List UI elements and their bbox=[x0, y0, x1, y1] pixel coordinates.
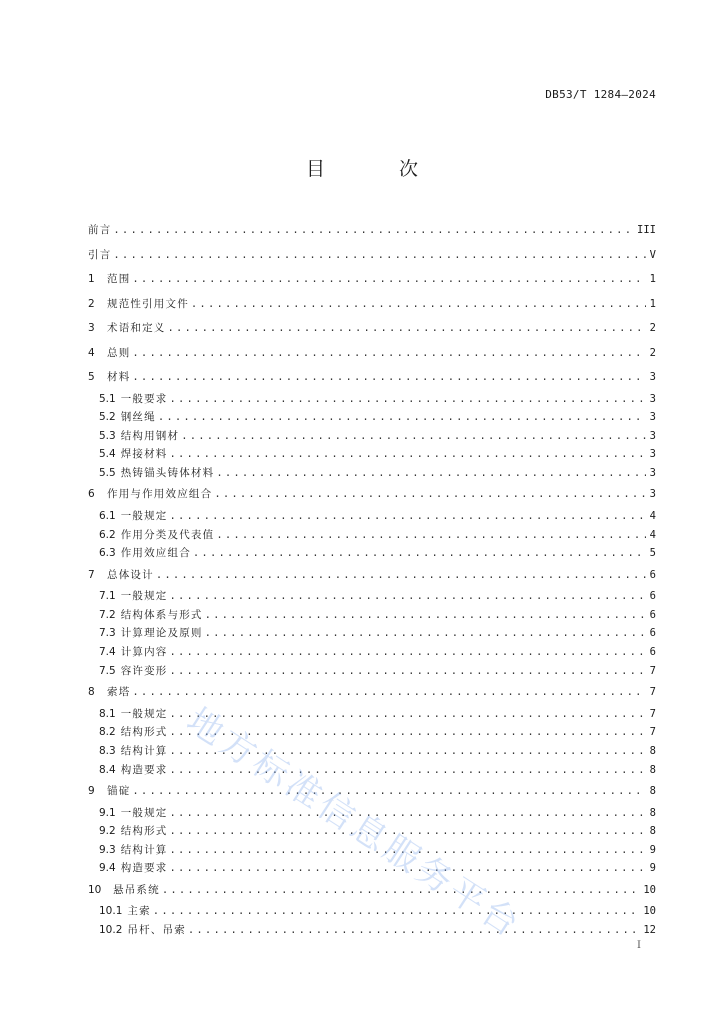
toc-entry-number: 6.2 bbox=[99, 528, 116, 541]
toc-entry-number: 5.5 bbox=[99, 466, 116, 479]
toc-entry-number: 6.3 bbox=[99, 547, 116, 560]
toc-entry-label: 结构体系与形式 bbox=[120, 608, 203, 621]
toc-entry-label: 一般要求 bbox=[120, 392, 168, 405]
toc-entry-page: 4 bbox=[649, 528, 656, 541]
toc-entry-page: III bbox=[637, 224, 656, 236]
toc-entry-label: 钢丝绳 bbox=[120, 411, 156, 424]
toc-entry-label: 前言 bbox=[88, 224, 112, 236]
toc-entry-label: 一般规定 bbox=[120, 509, 168, 522]
toc-entry[interactable] bbox=[88, 587, 656, 606]
toc-entry-number: 7.1 bbox=[99, 590, 116, 603]
toc-entry-number: 10 bbox=[88, 883, 102, 896]
toc-dot-leader bbox=[170, 643, 646, 662]
toc-entry-page: 6 bbox=[649, 646, 656, 659]
toc-entry-label: 索塔 bbox=[107, 686, 131, 699]
toc-entry-label: 计算内容 bbox=[120, 646, 168, 659]
toc-entry-label: 结构计算 bbox=[120, 744, 168, 757]
toc-entry[interactable] bbox=[88, 921, 656, 940]
toc-entry-number: 3 bbox=[88, 322, 95, 334]
toc-entry-page: 3 bbox=[649, 448, 656, 461]
toc-entry-label: 总则 bbox=[107, 346, 131, 359]
toc-entry[interactable] bbox=[88, 779, 656, 804]
toc-entry-label: 总体设计 bbox=[107, 568, 154, 581]
toc-entry-label: 结构形式 bbox=[120, 726, 168, 739]
toc-entry-label: 主索 bbox=[127, 905, 151, 918]
toc-entry-number: 7.5 bbox=[99, 664, 116, 677]
toc-dot-leader bbox=[170, 705, 646, 724]
toc-entry[interactable] bbox=[88, 292, 656, 317]
toc-entry-number: 10.1 bbox=[99, 905, 123, 918]
toc-entry-label: 构造要求 bbox=[120, 763, 168, 776]
toc-entry[interactable] bbox=[88, 243, 656, 268]
toc-entry-page: 8 bbox=[649, 763, 656, 776]
toc-entry-label: 作用分类及代表值 bbox=[120, 528, 215, 541]
toc-entry[interactable] bbox=[88, 705, 656, 724]
toc-entry[interactable] bbox=[88, 316, 656, 341]
toc-entry-page: 7 bbox=[649, 707, 656, 720]
toc-dot-leader bbox=[132, 680, 646, 705]
toc-entry-label: 一般规定 bbox=[120, 590, 168, 603]
toc-entry[interactable] bbox=[88, 643, 656, 662]
watermark: 地方标准信息服务平台 bbox=[179, 700, 529, 947]
table-of-contents bbox=[88, 218, 656, 940]
toc-entry-label: 结构计算 bbox=[120, 843, 168, 856]
toc-dot-leader bbox=[216, 464, 646, 483]
toc-entry[interactable] bbox=[88, 390, 656, 409]
toc-entry[interactable] bbox=[88, 680, 656, 705]
toc-entry-label: 锚碇 bbox=[107, 785, 131, 798]
toc-entry[interactable] bbox=[88, 408, 656, 427]
toc-entry-label: 热铸锚头铸体材料 bbox=[120, 466, 215, 479]
toc-entry-label: 容许变形 bbox=[120, 664, 168, 677]
toc-entry-number: 7.2 bbox=[99, 608, 116, 621]
toc-entry-page: 8 bbox=[649, 744, 656, 757]
toc-dot-leader bbox=[132, 267, 646, 292]
toc-entry-page: 1 bbox=[649, 273, 656, 285]
toc-dot-leader bbox=[205, 624, 646, 643]
toc-dot-leader bbox=[153, 902, 642, 921]
toc-entry-label: 一般规定 bbox=[120, 707, 168, 720]
toc-entry-number: 8.3 bbox=[99, 744, 116, 757]
toc-entry-page: 6 bbox=[649, 568, 656, 581]
toc-entry-page: 7 bbox=[649, 686, 656, 699]
toc-dot-leader bbox=[216, 526, 646, 545]
toc-entry[interactable] bbox=[88, 445, 656, 464]
toc-entry-label: 一般规定 bbox=[120, 806, 168, 819]
toc-entry-page: 4 bbox=[649, 509, 656, 522]
toc-dot-leader bbox=[156, 563, 646, 588]
toc-entry-page: 5 bbox=[649, 547, 656, 560]
toc-dot-leader bbox=[191, 292, 646, 317]
toc-dot-leader bbox=[132, 779, 646, 804]
toc-entry-label: 引言 bbox=[88, 248, 112, 261]
toc-entry-number: 6 bbox=[88, 488, 95, 501]
toc-entry-number: 1 bbox=[88, 273, 95, 285]
toc-entry-label: 构造要求 bbox=[120, 862, 168, 875]
toc-dot-leader bbox=[162, 878, 642, 903]
toc-entry-page: 8 bbox=[649, 825, 656, 838]
toc-entry-number: 8.1 bbox=[99, 707, 116, 720]
toc-dot-leader bbox=[170, 761, 646, 780]
toc-entry[interactable] bbox=[88, 341, 656, 366]
toc-entry[interactable] bbox=[88, 878, 656, 903]
toc-entry-number: 7 bbox=[88, 568, 95, 581]
toc-entry-page: 3 bbox=[649, 488, 656, 501]
toc-entry-number: 2 bbox=[88, 297, 95, 310]
toc-entry[interactable] bbox=[88, 742, 656, 761]
toc-entry[interactable] bbox=[88, 563, 656, 588]
toc-entry-number: 8 bbox=[88, 686, 95, 699]
toc-entry-number: 5.4 bbox=[99, 448, 116, 461]
toc-entry-number: 8.2 bbox=[99, 726, 116, 739]
toc-entry[interactable] bbox=[88, 482, 656, 507]
toc-entry-label: 材料 bbox=[107, 371, 131, 383]
toc-dot-leader bbox=[170, 445, 646, 464]
toc-dot-leader bbox=[170, 390, 646, 409]
toc-entry-number: 9 bbox=[88, 785, 95, 798]
toc-dot-leader bbox=[170, 859, 646, 878]
toc-entry-page: 3 bbox=[649, 411, 656, 424]
toc-entry-page: 9 bbox=[649, 843, 656, 856]
toc-entry-page: 8 bbox=[649, 785, 656, 798]
toc-entry[interactable] bbox=[88, 606, 656, 625]
toc-entry[interactable] bbox=[88, 822, 656, 841]
toc-dot-leader bbox=[170, 507, 646, 526]
toc-entry[interactable] bbox=[88, 859, 656, 878]
toc-entry[interactable] bbox=[88, 507, 656, 526]
toc-entry-number: 6.1 bbox=[99, 509, 116, 522]
toc-dot-leader bbox=[170, 723, 646, 742]
toc-entry-number: 4 bbox=[88, 346, 95, 359]
toc-dot-leader bbox=[170, 662, 646, 681]
toc-entry-page: 1 bbox=[649, 297, 656, 310]
toc-entry[interactable] bbox=[88, 427, 656, 446]
toc-entry-number: 5.1 bbox=[99, 392, 116, 405]
toc-dot-leader bbox=[170, 822, 646, 841]
toc-entry[interactable] bbox=[88, 804, 656, 823]
toc-dot-leader bbox=[170, 742, 646, 761]
toc-entry-page: 3 bbox=[649, 429, 656, 442]
toc-entry-page: V bbox=[649, 248, 656, 261]
toc-entry-number: 9.4 bbox=[99, 862, 116, 875]
toc-dot-leader bbox=[113, 218, 635, 243]
toc-entry-page: 7 bbox=[649, 726, 656, 739]
toc-entry[interactable] bbox=[88, 544, 656, 563]
toc-dot-leader bbox=[168, 316, 647, 341]
toc-entry-page: 6 bbox=[649, 627, 656, 640]
toc-entry-page: 6 bbox=[649, 590, 656, 603]
toc-dot-leader bbox=[132, 341, 646, 366]
toc-entry-page: 3 bbox=[649, 371, 656, 383]
toc-entry[interactable] bbox=[88, 723, 656, 742]
toc-entry-number: 7.3 bbox=[99, 627, 116, 640]
toc-entry-label: 吊杆、吊索 bbox=[127, 924, 186, 937]
toc-entry-label: 计算理论及原则 bbox=[120, 627, 203, 640]
toc-entry-number: 9.2 bbox=[99, 825, 116, 838]
toc-entry-label: 规范性引用文件 bbox=[107, 297, 189, 310]
toc-entry-page: 8 bbox=[649, 806, 656, 819]
toc-entry-page: 9 bbox=[649, 862, 656, 875]
toc-entry-page: 3 bbox=[649, 466, 656, 479]
toc-entry-number: 9.3 bbox=[99, 843, 116, 856]
toc-dot-leader bbox=[188, 921, 641, 940]
toc-dot-leader bbox=[113, 243, 646, 268]
toc-entry-number: 5.3 bbox=[99, 429, 116, 442]
toc-entry-page: 12 bbox=[643, 924, 656, 937]
toc-dot-leader bbox=[170, 804, 646, 823]
toc-entry-number: 5 bbox=[88, 371, 95, 383]
toc-entry-label: 作用效应组合 bbox=[120, 547, 191, 560]
toc-entry-label: 范围 bbox=[107, 273, 131, 285]
toc-entry-label: 术语和定义 bbox=[107, 322, 166, 334]
toc-entry[interactable] bbox=[88, 218, 656, 243]
toc-dot-leader bbox=[158, 408, 646, 427]
toc-entry-number: 9.1 bbox=[99, 806, 116, 819]
toc-entry[interactable] bbox=[88, 365, 656, 390]
toc-entry[interactable] bbox=[88, 624, 656, 643]
toc-entry-page: 3 bbox=[649, 392, 656, 405]
toc-entry[interactable] bbox=[88, 526, 656, 545]
toc-entry-number: 7.4 bbox=[99, 646, 116, 659]
toc-dot-leader bbox=[214, 482, 646, 507]
toc-dot-leader bbox=[193, 544, 646, 563]
page-title: 目 次 bbox=[305, 158, 453, 180]
toc-entry-number: 10.2 bbox=[99, 924, 123, 937]
toc-entry-label: 作用与作用效应组合 bbox=[107, 488, 213, 501]
toc-dot-leader bbox=[132, 365, 646, 390]
toc-entry-number: 8.4 bbox=[99, 763, 116, 776]
document-code: DB53/T 1284—2024 bbox=[545, 88, 656, 101]
toc-entry[interactable] bbox=[88, 267, 656, 292]
toc-entry-page: 6 bbox=[649, 608, 656, 621]
toc-entry-page: 2 bbox=[649, 346, 656, 359]
toc-entry-label: 结构形式 bbox=[120, 825, 168, 838]
toc-entry-page: 10 bbox=[643, 883, 656, 896]
toc-dot-leader bbox=[181, 427, 646, 446]
toc-entry-page: 2 bbox=[649, 322, 656, 334]
footer-page-number: I bbox=[637, 940, 641, 951]
toc-entry-page: 10 bbox=[643, 905, 656, 918]
toc-entry-page: 7 bbox=[649, 664, 656, 677]
toc-dot-leader bbox=[170, 841, 646, 860]
toc-entry[interactable] bbox=[88, 841, 656, 860]
toc-entry[interactable] bbox=[88, 662, 656, 681]
toc-entry-label: 悬吊系统 bbox=[113, 883, 160, 896]
toc-entry-label: 结构用钢材 bbox=[120, 429, 180, 442]
toc-entry[interactable] bbox=[88, 464, 656, 483]
toc-entry[interactable] bbox=[88, 902, 656, 921]
toc-entry[interactable] bbox=[88, 761, 656, 780]
toc-dot-leader bbox=[205, 606, 646, 625]
toc-entry-number: 5.2 bbox=[99, 411, 116, 424]
toc-dot-leader bbox=[170, 587, 646, 606]
toc-entry-label: 焊接材料 bbox=[120, 448, 168, 461]
